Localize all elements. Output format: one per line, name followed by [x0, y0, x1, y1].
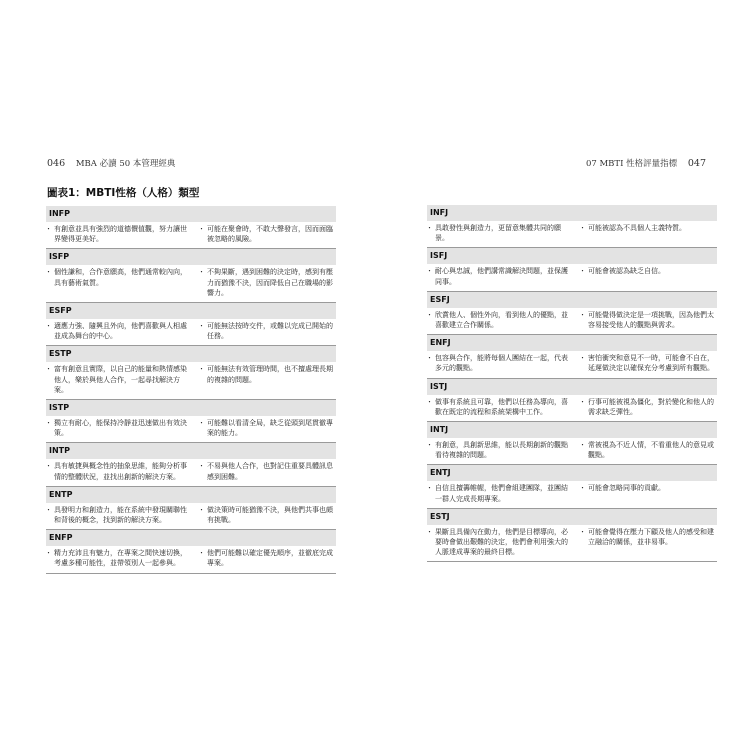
type-section-esfp	[46, 303, 336, 346]
weakness-column	[576, 527, 717, 558]
strength-text: ・ 果斷且具備內在動力，他們是目標導向，必要時會做出艱難的決定，他們會利用強大的人脈達成專案的最終目標。	[427, 527, 572, 558]
type-description-row	[46, 503, 336, 529]
weakness-text: ・ 做決策時可能猶豫不決，與他們共事也頗有挑戰。	[199, 505, 336, 525]
type-section-entp	[46, 487, 336, 530]
strength-column	[46, 548, 195, 568]
weakness-text: ・ 可能無法有效管理時間，也不擅處理長期的複雜的問題。	[199, 364, 336, 384]
type-description-row	[427, 351, 717, 377]
type-description-row	[427, 525, 717, 562]
type-section-infp	[46, 206, 336, 249]
figure-title: 圖表1：MBTI性格（人格）類型	[47, 187, 200, 199]
weakness-column	[576, 397, 717, 417]
type-section-isfj	[427, 248, 717, 291]
type-section-enfp	[46, 530, 336, 573]
weakness-text: ・ 可能覺得做決定是一項挑戰，因為他們太容易接受他人的觀點與需求。	[580, 310, 717, 330]
strength-column	[427, 527, 576, 558]
weakness-text: ・ 可能會覺得在壓力下顧及他人的感受和建立融洽的關係，並非易事。	[580, 527, 717, 547]
type-code-header: ESFP	[46, 303, 336, 319]
weakness-text: ・ 常被視為不近人情，不看重他人的意見或觀點。	[580, 440, 717, 460]
type-description-row	[46, 319, 336, 345]
strength-column	[46, 321, 195, 341]
type-description-row	[427, 481, 717, 507]
left-type-table	[46, 206, 336, 574]
type-code-header: INFJ	[427, 205, 717, 221]
type-code-header: ESFJ	[427, 292, 717, 308]
strength-text: ・ 獨立有耐心，能保持冷靜並迅速做出有效決策。	[46, 418, 191, 438]
strength-text: ・ 具敢發性與創造力，更留意集體共同的願景。	[427, 223, 572, 243]
weakness-column	[576, 310, 717, 330]
strength-column	[46, 505, 195, 525]
type-section-enfj	[427, 335, 717, 378]
strength-text: ・ 富有創意且實際，以自己的能量和熱情感染他人，樂於與他人合作，一起尋找解決方案。	[46, 364, 191, 395]
type-section-estp	[46, 346, 336, 400]
weakness-column	[576, 440, 717, 460]
strength-column	[427, 397, 576, 417]
strength-column	[427, 483, 576, 503]
strength-text: ・ 做事有系統且可靠，他們以任務為導向，喜歡在既定的流程和系統架構中工作。	[427, 397, 572, 417]
type-section-isfp	[46, 249, 336, 303]
weakness-text: ・ 可能在聚會時，不敢大聲發言，因而面臨被忽略的風險。	[199, 224, 336, 244]
type-section-istj	[427, 379, 717, 422]
strength-text: ・ 適應力強、隨興且外向，他們喜歡與人相處並成為舞台的中心。	[46, 321, 191, 341]
weakness-column	[195, 267, 336, 298]
type-section-infj	[427, 205, 717, 248]
type-section-intj	[427, 422, 717, 465]
weakness-text: ・ 不易與他人合作，也對記住重要具體訊息感到困難。	[199, 461, 336, 481]
strength-text: ・ 精力充沛且有魅力，在專案之間快速切換，考慮多種可能性，並帶領別人一起參與。	[46, 548, 191, 568]
type-description-row	[427, 264, 717, 290]
left-page-header	[47, 157, 175, 169]
type-section-estj	[427, 509, 717, 563]
section-divider	[427, 561, 717, 562]
type-section-entj	[427, 465, 717, 508]
strength-column	[427, 353, 576, 373]
weakness-text: ・ 不夠果斷，遇到困難的決定時，感到有壓力而猶豫不決，因而降低自己在職場的影響力。	[199, 267, 336, 298]
strength-column	[46, 267, 195, 298]
weakness-text: ・ 可能難以看清全局，缺乏從頭到尾貫徹專案的能力。	[199, 418, 336, 438]
right-running-title: 07 MBTI 性格評量指標	[585, 159, 678, 169]
type-description-row	[427, 395, 717, 421]
strength-text: ・ 欣賞他人、個性外向，看到他人的優點，並喜歡建立合作關係。	[427, 310, 572, 330]
weakness-column	[576, 266, 717, 286]
type-description-row	[46, 459, 336, 485]
type-description-row	[427, 308, 717, 334]
type-description-row	[46, 265, 336, 302]
strength-column	[427, 223, 576, 243]
left-page-number: 046	[47, 158, 66, 169]
weakness-text: ・ 他們可能難以確定優先順序，並徹底完成專案。	[199, 548, 336, 568]
strength-column	[46, 461, 195, 481]
strength-text: ・ 耐心與忠誠，他們講常識解決問題，並保護同事。	[427, 266, 572, 286]
type-code-header: ENTP	[46, 487, 336, 503]
strength-column	[427, 440, 576, 460]
strength-text: ・ 具發明力和創造力，能在系統中發現關聯性和背後的概念，找到新的解決方案。	[46, 505, 191, 525]
strength-text: ・ 包容與合作，能將每個人團結在一起，代表多元的觀點。	[427, 353, 572, 373]
weakness-text: ・ 可能會被認為缺乏自信。	[580, 266, 717, 276]
strength-text: ・ 有創意並具有強烈的道德價值觀，努力讓世界變得更美好。	[46, 224, 191, 244]
weakness-column	[576, 223, 717, 243]
strength-text: ・ 具有敏捷與概念性的抽象思維，能夠分析事情的整體狀況，並找出創新的解決方案。	[46, 461, 191, 481]
type-code-header: INTP	[46, 443, 336, 459]
weakness-column	[195, 364, 336, 395]
weakness-column	[195, 418, 336, 438]
strength-column	[46, 418, 195, 438]
weakness-column	[195, 548, 336, 568]
weakness-text: ・ 害怕衝突和意見不一時，可能會不自在，延遲做決定以確保充分考慮到所有觀點。	[580, 353, 717, 373]
right-page-number: 047	[687, 158, 706, 169]
section-divider	[46, 573, 336, 574]
right-type-table	[427, 205, 717, 562]
weakness-column	[576, 353, 717, 373]
type-code-header: ESTP	[46, 346, 336, 362]
right-page-header	[586, 157, 706, 169]
weakness-column	[195, 224, 336, 244]
weakness-column	[195, 505, 336, 525]
strength-text: ・ 自信且擅籌帷幄，他們會組建團隊，並團結一群人完成長期專案。	[427, 483, 572, 503]
weakness-text: ・ 可能無法按時交件，或難以完成已開始的任務。	[199, 321, 336, 341]
type-section-esfj	[427, 292, 717, 335]
type-description-row	[427, 221, 717, 247]
weakness-column	[195, 321, 336, 341]
strength-column	[46, 224, 195, 244]
type-code-header: ISTJ	[427, 379, 717, 395]
weakness-text: ・ 可能被認為不具個人主義特質。	[580, 223, 717, 233]
strength-text: ・ 有創意，具創新思維，能以長期創新的觀點看待複雜的問題。	[427, 440, 572, 460]
type-code-header: ISFP	[46, 249, 336, 265]
type-code-header: INFP	[46, 206, 336, 222]
type-description-row	[46, 546, 336, 572]
left-running-title: MBA 必讀 50 本管理經典	[75, 159, 176, 169]
type-section-istp	[46, 400, 336, 443]
type-description-row	[46, 416, 336, 442]
weakness-text: ・ 行事可能被視為僵化，對於變化和他人的需求缺乏彈性。	[580, 397, 717, 417]
type-code-header: ISFJ	[427, 248, 717, 264]
type-code-header: ENFP	[46, 530, 336, 546]
strength-column	[46, 364, 195, 395]
strength-text: ・ 個性謙和，合作意願高，他們通常較內向，具有藝術氣質。	[46, 267, 191, 287]
type-code-header: ISTP	[46, 400, 336, 416]
type-description-row	[427, 438, 717, 464]
type-code-header: ESTJ	[427, 509, 717, 525]
strength-column	[427, 266, 576, 286]
type-code-header: INTJ	[427, 422, 717, 438]
type-description-row	[46, 222, 336, 248]
weakness-text: ・ 可能會忽略同事的貢獻。	[580, 483, 717, 493]
weakness-column	[195, 461, 336, 481]
strength-column	[427, 310, 576, 330]
type-description-row	[46, 362, 336, 399]
type-section-intp	[46, 443, 336, 486]
type-code-header: ENFJ	[427, 335, 717, 351]
type-code-header: ENTJ	[427, 465, 717, 481]
weakness-column	[576, 483, 717, 503]
